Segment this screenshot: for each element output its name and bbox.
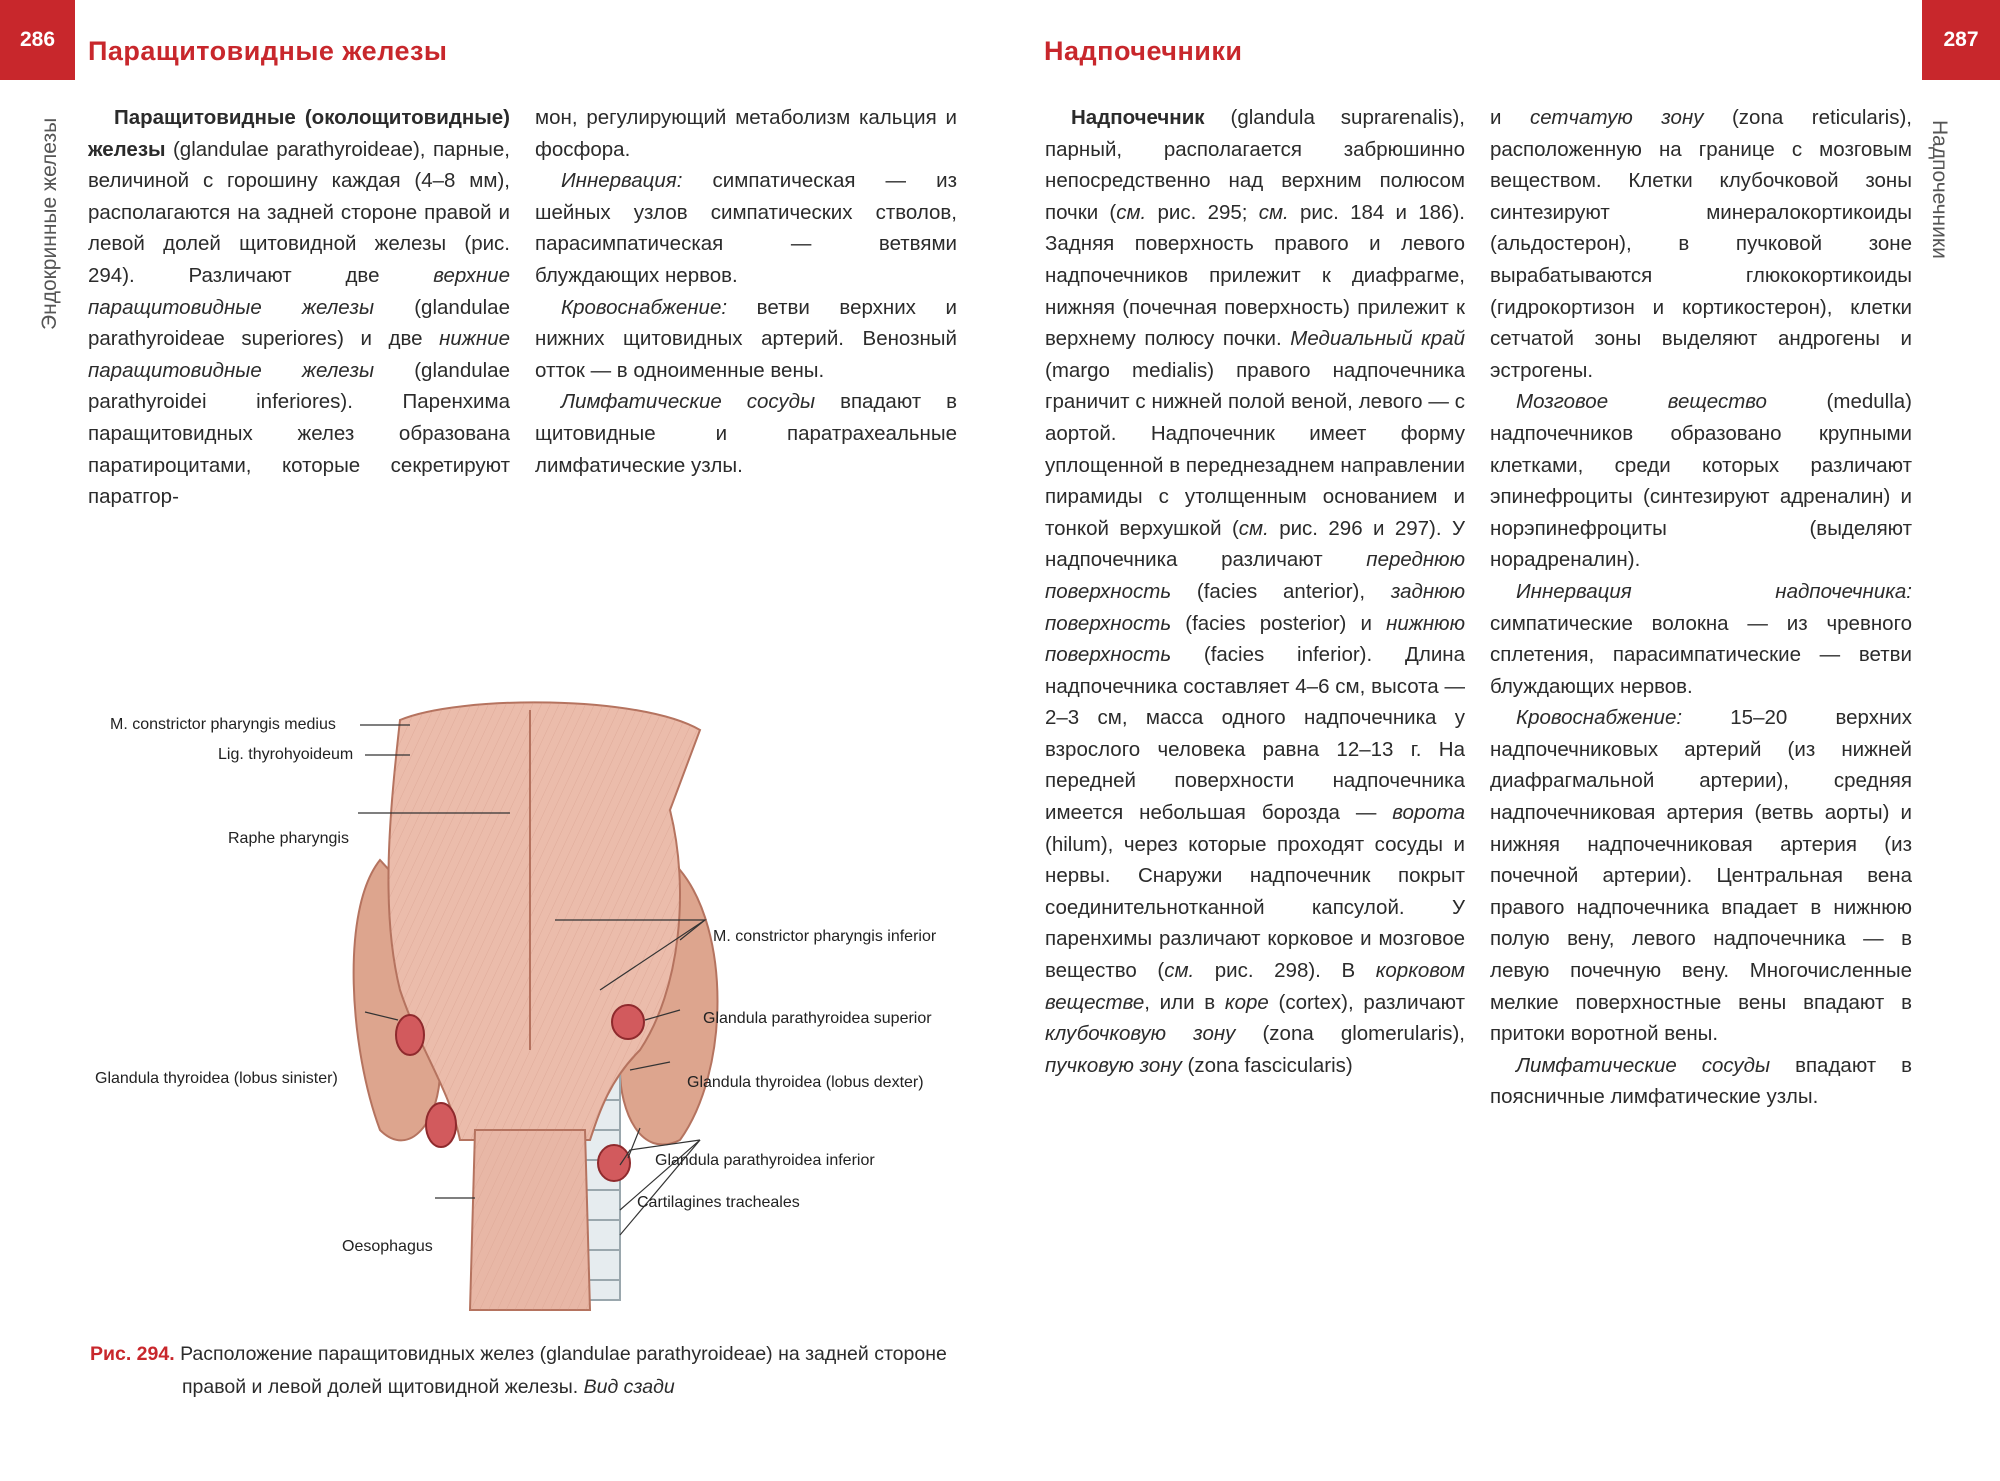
paragraph-intro: Паращитовидные (околощитовидные) железы (glandulae parathyroideae), парные, величиной с горошину каждая (4–8 мм), располагаются на задней стороне правой и левой долей щитовидной железы (рис. 294). Различают две верхние паращитовидные железы (glandulae parathyroideae superiores) и две нижние паращитовидные железы (glandulae parathyroidei inferiores). Паренхима паращитовидных желез образована паратироцитами, которые секретируют паратгор- <box>88 106 510 509</box>
paragraph-continuation: мон, регулирующий метаболизм кальция и фосфора. <box>535 106 957 161</box>
paragraph-reticular-zone: и сетчатую зону (zona reticularis), расположенную на границе с мозговым веществом. Клетки клубочковой зоны синтезируют минералокортикоиды (альдостерон), в пучковой зоне вырабатываются глюкокортикоиды (гидрокортизон и кортикостерон), клетки сетчатой зоны выделяют андрогены и эстрогены. <box>1490 106 1912 382</box>
parathyroid-left-inferior <box>426 1103 456 1147</box>
figure-caption: Рис. 294. Расположение паращитовидных желез (glandulae parathyroideae) на задней стороне правой и левой долей щитовидной железы. Вид сзади <box>90 1343 947 1398</box>
right-text-column-1 <box>1045 102 1465 1081</box>
figure-label-thyroid-lobus-sinister: Glandula thyroidea (lobus sinister) <box>95 1070 338 1087</box>
section-title-right: Надпочечники <box>1044 36 1243 66</box>
paragraph-adrenal-innervation: Иннервация надпочечника: симпатические волокна — из чревного сплетения, парасимпатические — ветви блуждающих нервов. <box>1490 579 1912 698</box>
paragraph-adrenal-blood-supply: Кровоснабжение: 15–20 верхних надпочечниковых артерий (из нижней диафрагмальной артерии), средняя надпочечниковая артерия (ветвь аорты) и нижняя надпочечниковая артерия (из почечной артерии). Центральная вена правого надпочечника впадает в нижнюю полую вену, левого надпочечника — в левую почечную вену. Многочисленные мелкие поверхностные вены впадают в притоки воротной вены. <box>1490 706 1912 1046</box>
section-title-left: Паращитовидные железы <box>88 36 448 66</box>
paragraph-innervation: Иннервация: симпатическая — из шейных узлов симпатических стволов, парасимпатическая — ветвями блуждающих нервов. <box>535 169 957 287</box>
figure-label-cartilagines-tracheales: Cartilagines tracheales <box>637 1194 800 1211</box>
figure-label-constrictor-medius: M. constrictor pharyngis medius <box>110 716 336 733</box>
paragraph-blood-supply: Кровоснабжение: ветви верхних и нижних щитовидных артерий. Венозный отток — в одноименные вены. <box>535 295 957 382</box>
right-text-column-2 <box>1490 102 1912 1113</box>
parathyroid-right-inferior <box>598 1145 630 1181</box>
side-running-title-right: Надпочечники <box>1928 120 1951 259</box>
paragraph-lymphatics: Лимфатические сосуды впадают в щитовидные и паратрахеальные лимфатические узлы. <box>535 390 957 477</box>
figure-label-thyroid-lobus-dexter: Glandula thyroidea (lobus dexter) <box>687 1074 924 1091</box>
figure-label-parathyroid-superior: Glandula parathyroidea superior <box>703 1010 932 1027</box>
paragraph-medulla: Мозговое вещество (medulla) надпочечников образовано крупными клетками, среди которых различают эпинефроциты (синтезируют адреналин) и норэпинефроциты (выделяют норадреналин). <box>1490 390 1912 572</box>
left-text-column-2 <box>535 102 957 481</box>
page-number-left: 286 <box>0 0 75 80</box>
paragraph-adrenal-lymphatics: Лимфатические сосуды впадают в поясничные лимфатические узлы. <box>1490 1053 1912 1109</box>
figure-label-raphe-pharyngis: Raphe pharyngis <box>228 830 349 847</box>
paragraph-adrenal-main: Надпочечник (glandula suprarenalis), парный, располагается забрюшинно непосредственно над верхним полюсом почки (см. рис. 295; см. рис. 184 и 186). Задняя поверхность правого и левого надпочечников прилежит к диафрагме, нижняя (почечная поверхность) прилежит к верхнему полюсу почки. Медиальный край (margo medialis) правого надпочечника граничит с нижней полой веной, левого — с аортой. Надпочечник имеет форму уплощенной в переднезаднем направлении пирамиды с утолщенным основанием и тонкой верхушкой (см. рис. 296 и 297). У надпочечника различают переднюю поверхность (facies anterior), заднюю поверхность (facies posterior) и нижнюю поверхность (facies inferior). Длина надпочечника составляет 4–6 см, высота — 2–3 см, масса одного надпочечника у взрослого человека равна 12–13 г. На передней поверхности надпочечника имеется небольшая борозда — ворота (hilum), через которые проходят сосуды и нервы. Снаружи надпочечник покрыт соединительнотканной капсулой. У паренхимы различают корковое и мозговое вещество (см. рис. 298). В корковом веществе, или в коре (cortex), различают клубочковую зону (zona glomerularis), пучковую зону (zona fascicularis) <box>1045 106 1465 1077</box>
side-running-title-left: Эндокринные железы <box>38 117 61 330</box>
figure-label-constrictor-inferior: M. constrictor pharyngis inferior <box>713 928 937 945</box>
parathyroid-right-superior <box>612 1005 644 1039</box>
figure-label-parathyroid-inferior: Glandula parathyroidea inferior <box>655 1152 875 1169</box>
page-number-right: 287 <box>1922 0 2000 80</box>
left-text-column-1 <box>88 102 510 513</box>
parathyroid-left-superior <box>396 1015 424 1055</box>
figure-label-lig-thyrohyoideum: Lig. thyrohyoideum <box>218 746 354 763</box>
figure-label-oesophagus: Oesophagus <box>342 1238 433 1255</box>
figure-caption-number: Рис. 294. <box>90 1343 175 1365</box>
